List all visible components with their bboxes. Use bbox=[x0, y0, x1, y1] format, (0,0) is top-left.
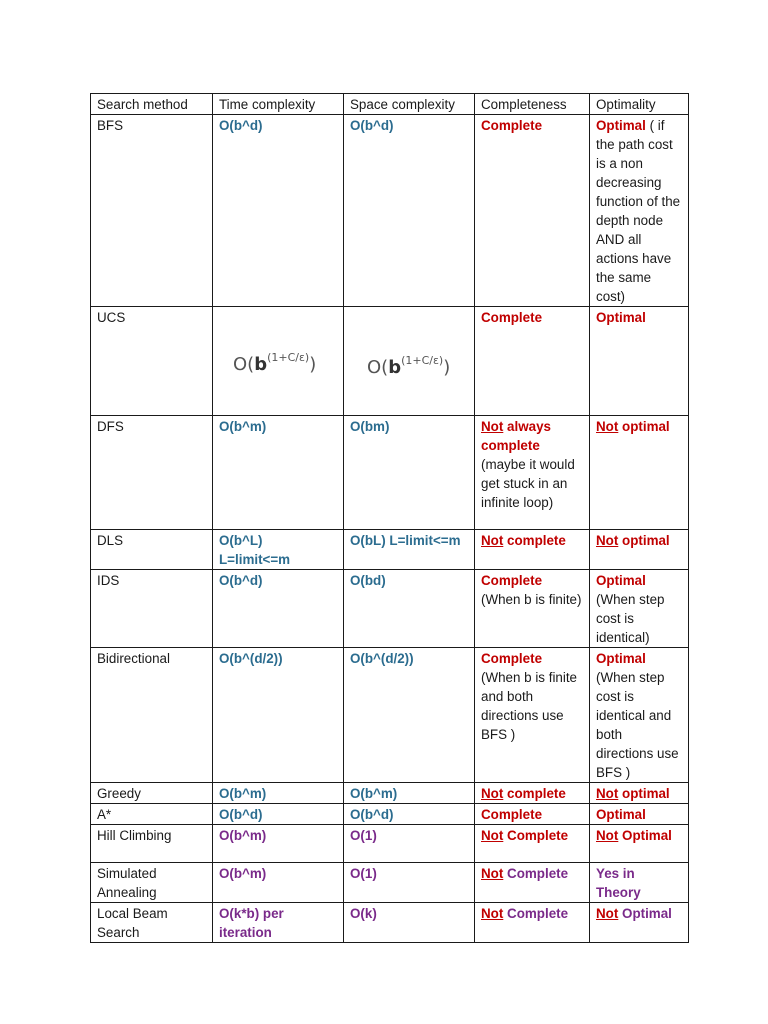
optimality-cell bbox=[590, 307, 689, 416]
space-cell bbox=[344, 307, 475, 416]
cell-text: (When b is finite and both directions use BFS ) bbox=[481, 670, 578, 742]
cell-text: Yes in Theory bbox=[596, 866, 641, 900]
header-row bbox=[91, 94, 689, 115]
search-methods-table bbox=[90, 93, 689, 943]
time-cell bbox=[213, 648, 344, 783]
cell-text: O(b^(d/2)) bbox=[219, 651, 283, 666]
method-cell: BFS bbox=[91, 115, 213, 307]
cell-text: O(k*b) per iteration bbox=[219, 906, 284, 940]
table-row bbox=[91, 530, 689, 570]
space-cell bbox=[344, 783, 475, 804]
table-row bbox=[91, 307, 689, 416]
cell-text: O(b^d) bbox=[219, 807, 263, 822]
cell-text: Complete bbox=[481, 651, 543, 666]
optimality-cell bbox=[590, 530, 689, 570]
cell-text: Complete bbox=[481, 573, 543, 588]
cell-text: O(b^d) bbox=[219, 573, 263, 588]
negation-text: Not bbox=[481, 419, 504, 434]
cell-text: always complete bbox=[481, 419, 551, 453]
method-cell: A* bbox=[91, 804, 213, 825]
optimality-cell bbox=[590, 863, 689, 903]
cell-text: Complete bbox=[481, 118, 543, 133]
method-cell: Simulated Annealing bbox=[91, 863, 213, 903]
cell-text: Optimal bbox=[596, 573, 646, 588]
space-cell bbox=[344, 804, 475, 825]
space-cell bbox=[344, 903, 475, 943]
method-cell: Bidirectional bbox=[91, 648, 213, 783]
cell-text: Complete bbox=[503, 828, 569, 843]
negation-text: Not bbox=[596, 828, 619, 843]
cell-text: O(bm) bbox=[350, 419, 390, 434]
time-cell bbox=[213, 863, 344, 903]
space-cell bbox=[344, 416, 475, 530]
formula-post: ) bbox=[443, 357, 451, 378]
cell-text: (When b is finite) bbox=[481, 592, 582, 607]
cell-text: Complete bbox=[481, 310, 543, 325]
table-body bbox=[91, 94, 689, 943]
header-search-method: Search method bbox=[91, 94, 213, 115]
formula-pre: O( bbox=[233, 354, 255, 375]
negation-text: Not bbox=[596, 786, 619, 801]
time-cell bbox=[213, 903, 344, 943]
cell-text: Optimal bbox=[596, 651, 646, 666]
completeness-cell bbox=[475, 307, 590, 416]
optimality-cell bbox=[590, 825, 689, 863]
completeness-cell bbox=[475, 863, 590, 903]
cell-text: O(1) bbox=[350, 866, 377, 881]
completeness-cell bbox=[475, 783, 590, 804]
optimality-cell bbox=[590, 804, 689, 825]
cell-text: optimal bbox=[618, 533, 670, 548]
optimality-cell bbox=[590, 416, 689, 530]
method-cell: IDS bbox=[91, 570, 213, 648]
formula-exponent: (1+C/ε) bbox=[401, 354, 444, 367]
negation-text: Not bbox=[481, 786, 504, 801]
method-cell: Greedy bbox=[91, 783, 213, 804]
space-cell bbox=[344, 115, 475, 307]
optimality-cell bbox=[590, 903, 689, 943]
time-cell bbox=[213, 825, 344, 863]
cell-text: ( if the path cost is a non decreasing function of the depth node AND all actions have the same cost) bbox=[596, 118, 681, 304]
negation-text: Not bbox=[481, 828, 504, 843]
cell-text: O(b^L) L=limit<=m bbox=[219, 533, 291, 567]
method-cell: Hill Climbing bbox=[91, 825, 213, 863]
completeness-cell bbox=[475, 570, 590, 648]
time-cell bbox=[213, 307, 344, 416]
time-cell bbox=[213, 783, 344, 804]
table-row bbox=[91, 825, 689, 863]
cell-text: optimal bbox=[618, 419, 670, 434]
cell-text: O(b^m) bbox=[219, 419, 267, 434]
space-cell bbox=[344, 648, 475, 783]
cell-text: O(b^(d/2)) bbox=[350, 651, 414, 666]
time-cell bbox=[213, 115, 344, 307]
cell-text: O(k) bbox=[350, 906, 377, 921]
negation-text: Not bbox=[481, 906, 504, 921]
negation-text: Not bbox=[481, 866, 504, 881]
method-cell: DLS bbox=[91, 530, 213, 570]
cell-text: complete bbox=[503, 786, 566, 801]
optimality-cell bbox=[590, 648, 689, 783]
method-cell: UCS bbox=[91, 307, 213, 416]
negation-text: Not bbox=[596, 419, 619, 434]
optimality-cell bbox=[590, 570, 689, 648]
cell-text: complete bbox=[503, 533, 566, 548]
optimality-cell bbox=[590, 115, 689, 307]
cell-text: (When step cost is identical and both directions use BFS ) bbox=[596, 670, 679, 780]
cell-text: optimal bbox=[618, 786, 670, 801]
formula-exponent: (1+C/ε) bbox=[267, 351, 310, 364]
completeness-cell bbox=[475, 530, 590, 570]
table-row bbox=[91, 903, 689, 943]
completeness-cell bbox=[475, 115, 590, 307]
space-cell bbox=[344, 570, 475, 648]
formula-base: b bbox=[254, 354, 268, 375]
table-row bbox=[91, 115, 689, 307]
completeness-cell bbox=[475, 903, 590, 943]
table-row bbox=[91, 783, 689, 804]
method-cell: DFS bbox=[91, 416, 213, 530]
cell-text: O(b^m) bbox=[350, 786, 398, 801]
method-cell: Local Beam Search bbox=[91, 903, 213, 943]
cell-text: O(b^d) bbox=[350, 118, 394, 133]
cell-text: (When step cost is identical) bbox=[596, 592, 665, 645]
ucs-time-formula bbox=[219, 346, 337, 377]
cell-text: Complete bbox=[503, 866, 569, 881]
time-cell bbox=[213, 804, 344, 825]
header-completeness: Completeness bbox=[475, 94, 590, 115]
cell-text: O(bL) L=limit<=m bbox=[350, 533, 461, 548]
table-row bbox=[91, 570, 689, 648]
table-row bbox=[91, 863, 689, 903]
cell-text: (maybe it would get stuck in an infinite loop) bbox=[481, 457, 575, 510]
header-time-complexity: Time complexity bbox=[213, 94, 344, 115]
cell-text: Optimal bbox=[596, 118, 646, 133]
cell-text: Complete bbox=[503, 906, 569, 921]
negation-text: Not bbox=[596, 906, 619, 921]
formula-base: b bbox=[388, 357, 402, 378]
completeness-cell bbox=[475, 804, 590, 825]
cell-text: Optimal bbox=[618, 828, 672, 843]
cell-text: O(b^m) bbox=[219, 828, 267, 843]
header-space-complexity: Space complexity bbox=[344, 94, 475, 115]
cell-text: Complete bbox=[481, 807, 543, 822]
cell-text: O(b^d) bbox=[350, 807, 394, 822]
completeness-cell bbox=[475, 416, 590, 530]
completeness-cell bbox=[475, 825, 590, 863]
negation-text: Not bbox=[596, 533, 619, 548]
cell-text: O(1) bbox=[350, 828, 377, 843]
formula-pre: O( bbox=[367, 357, 389, 378]
header-optimality: Optimality bbox=[590, 94, 689, 115]
completeness-cell bbox=[475, 648, 590, 783]
cell-text: O(b^d) bbox=[219, 118, 263, 133]
table-row bbox=[91, 804, 689, 825]
space-cell bbox=[344, 863, 475, 903]
cell-text: Optimal bbox=[596, 310, 646, 325]
cell-text: Optimal bbox=[618, 906, 672, 921]
cell-text: Optimal bbox=[596, 807, 646, 822]
space-cell bbox=[344, 825, 475, 863]
time-cell bbox=[213, 570, 344, 648]
optimality-cell bbox=[590, 783, 689, 804]
time-cell bbox=[213, 530, 344, 570]
table-row bbox=[91, 648, 689, 783]
table-row bbox=[91, 416, 689, 530]
negation-text: Not bbox=[481, 533, 504, 548]
space-cell bbox=[344, 530, 475, 570]
cell-text: O(bd) bbox=[350, 573, 386, 588]
time-cell bbox=[213, 416, 344, 530]
formula-post: ) bbox=[309, 354, 317, 375]
cell-text: O(b^m) bbox=[219, 786, 267, 801]
cell-text: O(b^m) bbox=[219, 866, 267, 881]
ucs-space-formula bbox=[350, 349, 468, 380]
